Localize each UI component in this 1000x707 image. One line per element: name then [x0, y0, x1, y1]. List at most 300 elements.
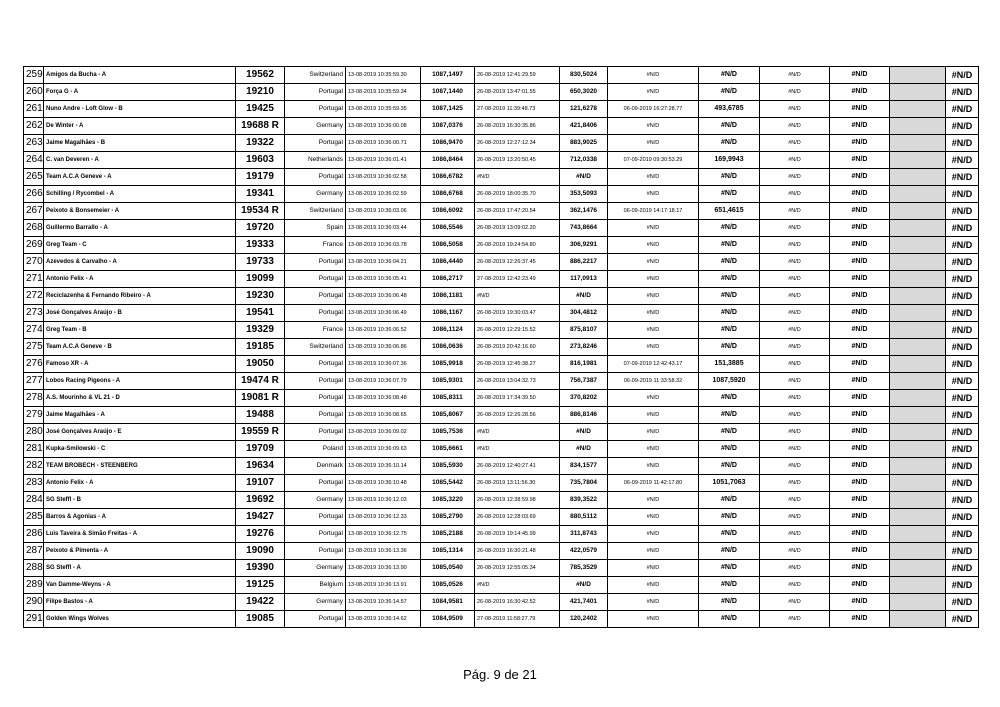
third-arrival-time-cell: #N/D: [760, 169, 830, 186]
velocity-cell: #N/D: [560, 441, 608, 458]
country-cell: France: [285, 322, 346, 339]
second-arrival-time-cell: #N/D: [608, 67, 699, 84]
velocity-cell: #N/D: [560, 288, 608, 305]
second-arrival-time-cell: #N/D: [608, 322, 699, 339]
shaded-cell: [890, 288, 946, 305]
ring-number-cell: 19125: [236, 577, 285, 594]
shaded-cell: [890, 560, 946, 577]
second-arrival-time-cell: 06-09-2019 16:27:28.77: [608, 101, 699, 118]
ring-number-cell: 19541: [236, 305, 285, 322]
ring-number-cell: 19210: [236, 84, 285, 101]
third-arrival-time-cell: #N/D: [760, 390, 830, 407]
country-cell: Portugal: [285, 305, 346, 322]
release-time-cell: 13-08-2019 10:36:03.06: [346, 203, 421, 220]
result-cell: #N/D: [946, 203, 979, 220]
ring-number-cell: 19488: [236, 407, 285, 424]
result-cell: #N/D: [946, 237, 979, 254]
team-name-cell: SG Steffl - A: [44, 560, 236, 577]
table-row: [24, 339, 979, 356]
third-velocity-cell: #N/D: [830, 271, 890, 288]
ring-number-cell: 19329: [236, 322, 285, 339]
second-velocity-cell: #N/D: [699, 254, 760, 271]
country-cell: Portugal: [285, 373, 346, 390]
shaded-cell: [890, 356, 946, 373]
arrival-time-cell: 27-08-2019 11:58:27.79: [475, 611, 560, 628]
ring-number-cell: 19322: [236, 135, 285, 152]
arrival-time-cell: 26-08-2019 19:14:45.99: [475, 526, 560, 543]
position-cell: 283: [24, 475, 44, 492]
velocity-cell: 839,3522: [560, 492, 608, 509]
ring-number-cell: 19081 R: [236, 390, 285, 407]
release-time-cell: 13-08-2019 10:36:01.41: [346, 152, 421, 169]
country-cell: Germany: [285, 560, 346, 577]
shaded-cell: [890, 424, 946, 441]
velocity-cell: 880,5112: [560, 509, 608, 526]
country-cell: Denmark: [285, 458, 346, 475]
arrival-time-cell: #N/D: [475, 577, 560, 594]
table-row: [24, 356, 979, 373]
arrival-time-cell: #N/D: [475, 424, 560, 441]
velocity-cell: 886,8146: [560, 407, 608, 424]
release-time-cell: 13-08-2019 10:36:05.41: [346, 271, 421, 288]
release-time-cell: 13-08-2019 10:36:03.44: [346, 220, 421, 237]
third-arrival-time-cell: #N/D: [760, 322, 830, 339]
second-arrival-time-cell: #N/D: [608, 118, 699, 135]
team-name-cell: Jaime Magalhães - B: [44, 135, 236, 152]
team-name-cell: Peixoto & Bonsemeier - A: [44, 203, 236, 220]
country-cell: Germany: [285, 594, 346, 611]
country-cell: Germany: [285, 186, 346, 203]
team-name-cell: Nuno Andre - Loft Glow - B: [44, 101, 236, 118]
arrival-time-cell: 26-08-2019 20:42:16.60: [475, 339, 560, 356]
result-cell: #N/D: [946, 475, 979, 492]
table-row: [24, 203, 979, 220]
release-time-cell: 13-08-2019 10:36:13.91: [346, 577, 421, 594]
second-velocity-cell: #N/D: [699, 441, 760, 458]
arrival-time-cell: 26-08-2019 13:47:01.55: [475, 84, 560, 101]
third-velocity-cell: #N/D: [830, 407, 890, 424]
release-time-cell: 13-08-2019 10:36:07.79: [346, 373, 421, 390]
shaded-cell: [890, 254, 946, 271]
third-velocity-cell: #N/D: [830, 543, 890, 560]
team-name-cell: Antonio Felix - A: [44, 475, 236, 492]
second-arrival-time-cell: #N/D: [608, 526, 699, 543]
release-time-cell: 13-08-2019 10:36:04.21: [346, 254, 421, 271]
result-cell: #N/D: [946, 84, 979, 101]
team-name-cell: Lobos Racing Pigeons - A: [44, 373, 236, 390]
speed-cell: 1084,9581: [421, 594, 475, 611]
third-arrival-time-cell: #N/D: [760, 577, 830, 594]
position-cell: 281: [24, 441, 44, 458]
third-velocity-cell: #N/D: [830, 492, 890, 509]
second-arrival-time-cell: #N/D: [608, 509, 699, 526]
shaded-cell: [890, 373, 946, 390]
arrival-time-cell: 26-08-2019 12:38:59.98: [475, 492, 560, 509]
result-cell: #N/D: [946, 611, 979, 628]
shaded-cell: [890, 458, 946, 475]
third-velocity-cell: #N/D: [830, 254, 890, 271]
velocity-cell: 306,9291: [560, 237, 608, 254]
position-cell: 259: [24, 67, 44, 84]
country-cell: Portugal: [285, 509, 346, 526]
position-cell: 273: [24, 305, 44, 322]
release-time-cell: 13-08-2019 10:36:03.78: [346, 237, 421, 254]
third-velocity-cell: #N/D: [830, 203, 890, 220]
second-velocity-cell: #N/D: [699, 322, 760, 339]
table-row: [24, 152, 979, 169]
velocity-cell: 712,0338: [560, 152, 608, 169]
country-cell: Poland: [285, 441, 346, 458]
second-velocity-cell: 169,9943: [699, 152, 760, 169]
shaded-cell: [890, 611, 946, 628]
second-velocity-cell: 151,3885: [699, 356, 760, 373]
third-arrival-time-cell: #N/D: [760, 356, 830, 373]
table-row: [24, 169, 979, 186]
table-row: [24, 67, 979, 84]
ring-number-cell: 19559 R: [236, 424, 285, 441]
speed-cell: 1085,1314: [421, 543, 475, 560]
team-name-cell: Schilling / Rycombel - A: [44, 186, 236, 203]
speed-cell: 1085,7536: [421, 424, 475, 441]
result-cell: #N/D: [946, 271, 979, 288]
second-velocity-cell: #N/D: [699, 458, 760, 475]
release-time-cell: 13-08-2019 10:36:07.36: [346, 356, 421, 373]
release-time-cell: 13-08-2019 10:36:06.86: [346, 339, 421, 356]
second-arrival-time-cell: #N/D: [608, 288, 699, 305]
result-cell: #N/D: [946, 492, 979, 509]
result-cell: #N/D: [946, 254, 979, 271]
table-row: [24, 220, 979, 237]
table-row: [24, 237, 979, 254]
table-row: [24, 509, 979, 526]
result-cell: #N/D: [946, 288, 979, 305]
result-cell: #N/D: [946, 118, 979, 135]
team-name-cell: Guillermo Barrallo - A: [44, 220, 236, 237]
arrival-time-cell: 26-08-2019 17:47:20.54: [475, 203, 560, 220]
ring-number-cell: 19425: [236, 101, 285, 118]
third-velocity-cell: #N/D: [830, 305, 890, 322]
country-cell: Spain: [285, 220, 346, 237]
second-arrival-time-cell: #N/D: [608, 611, 699, 628]
position-cell: 269: [24, 237, 44, 254]
arrival-time-cell: 26-08-2019 12:45:38.27: [475, 356, 560, 373]
result-cell: #N/D: [946, 67, 979, 84]
velocity-cell: 816,1981: [560, 356, 608, 373]
table-row: [24, 577, 979, 594]
second-arrival-time-cell: #N/D: [608, 135, 699, 152]
third-arrival-time-cell: #N/D: [760, 407, 830, 424]
third-arrival-time-cell: #N/D: [760, 101, 830, 118]
speed-cell: 1086,9470: [421, 135, 475, 152]
position-cell: 282: [24, 458, 44, 475]
velocity-cell: 834,1577: [560, 458, 608, 475]
speed-cell: 1087,0376: [421, 118, 475, 135]
third-arrival-time-cell: #N/D: [760, 594, 830, 611]
third-arrival-time-cell: #N/D: [760, 560, 830, 577]
team-name-cell: Kupka-Smilowski - C: [44, 441, 236, 458]
arrival-time-cell: 26-08-2019 19:30:03.47: [475, 305, 560, 322]
third-velocity-cell: #N/D: [830, 101, 890, 118]
ring-number-cell: 19422: [236, 594, 285, 611]
arrival-time-cell: 26-08-2019 12:40:27.41: [475, 458, 560, 475]
third-velocity-cell: #N/D: [830, 152, 890, 169]
result-cell: #N/D: [946, 577, 979, 594]
arrival-time-cell: 26-08-2019 13:11:56.30: [475, 475, 560, 492]
position-cell: 290: [24, 594, 44, 611]
shaded-cell: [890, 169, 946, 186]
release-time-cell: 13-08-2019 10:36:06.49: [346, 305, 421, 322]
third-velocity-cell: #N/D: [830, 322, 890, 339]
country-cell: Portugal: [285, 526, 346, 543]
velocity-cell: 273,8246: [560, 339, 608, 356]
shaded-cell: [890, 186, 946, 203]
arrival-time-cell: 26-08-2019 16:30:42.52: [475, 594, 560, 611]
third-velocity-cell: #N/D: [830, 458, 890, 475]
speed-cell: 1085,8067: [421, 407, 475, 424]
third-velocity-cell: #N/D: [830, 135, 890, 152]
speed-cell: 1086,4440: [421, 254, 475, 271]
second-velocity-cell: #N/D: [699, 577, 760, 594]
table-row: [24, 475, 979, 492]
velocity-cell: 650,3020: [560, 84, 608, 101]
release-time-cell: 13-08-2019 10:36:08.65: [346, 407, 421, 424]
third-velocity-cell: #N/D: [830, 577, 890, 594]
team-name-cell: Luis Taveira & Simão Freitas - A: [44, 526, 236, 543]
second-arrival-time-cell: #N/D: [608, 424, 699, 441]
speed-cell: 1085,9301: [421, 373, 475, 390]
shaded-cell: [890, 135, 946, 152]
result-cell: #N/D: [946, 356, 979, 373]
velocity-cell: 362,1476: [560, 203, 608, 220]
second-velocity-cell: 1051,7063: [699, 475, 760, 492]
velocity-cell: 421,8406: [560, 118, 608, 135]
arrival-time-cell: 26-08-2019 12:28:03.69: [475, 509, 560, 526]
country-cell: Portugal: [285, 101, 346, 118]
ring-number-cell: 19050: [236, 356, 285, 373]
team-name-cell: Barros & Agonias - A: [44, 509, 236, 526]
speed-cell: 1086,0636: [421, 339, 475, 356]
country-cell: Portugal: [285, 84, 346, 101]
shaded-cell: [890, 220, 946, 237]
velocity-cell: 422,0579: [560, 543, 608, 560]
arrival-time-cell: 26-08-2019 13:09:02.20: [475, 220, 560, 237]
release-time-cell: 13-08-2019 10:36:14.57: [346, 594, 421, 611]
release-time-cell: 13-08-2019 10:36:06.52: [346, 322, 421, 339]
speed-cell: 1086,6782: [421, 169, 475, 186]
speed-cell: 1086,1181: [421, 288, 475, 305]
table-row: [24, 186, 979, 203]
third-velocity-cell: #N/D: [830, 611, 890, 628]
position-cell: 261: [24, 101, 44, 118]
ring-number-cell: 19341: [236, 186, 285, 203]
third-velocity-cell: #N/D: [830, 220, 890, 237]
arrival-time-cell: 26-08-2019 12:55:05.34: [475, 560, 560, 577]
second-velocity-cell: #N/D: [699, 84, 760, 101]
country-cell: France: [285, 237, 346, 254]
release-time-cell: 13-08-2019 10:36:02.59: [346, 186, 421, 203]
country-cell: Portugal: [285, 271, 346, 288]
third-arrival-time-cell: #N/D: [760, 288, 830, 305]
position-cell: 272: [24, 288, 44, 305]
results-table: [23, 66, 979, 628]
third-velocity-cell: #N/D: [830, 169, 890, 186]
speed-cell: 1085,0540: [421, 560, 475, 577]
speed-cell: 1086,1124: [421, 322, 475, 339]
result-cell: #N/D: [946, 390, 979, 407]
shaded-cell: [890, 543, 946, 560]
second-velocity-cell: #N/D: [699, 526, 760, 543]
ring-number-cell: 19603: [236, 152, 285, 169]
third-velocity-cell: #N/D: [830, 186, 890, 203]
second-arrival-time-cell: #N/D: [608, 305, 699, 322]
second-arrival-time-cell: #N/D: [608, 390, 699, 407]
second-velocity-cell: #N/D: [699, 611, 760, 628]
shaded-cell: [890, 203, 946, 220]
third-arrival-time-cell: #N/D: [760, 220, 830, 237]
speed-cell: 1086,5546: [421, 220, 475, 237]
second-arrival-time-cell: #N/D: [608, 186, 699, 203]
shaded-cell: [890, 101, 946, 118]
team-name-cell: Greg Team - B: [44, 322, 236, 339]
arrival-time-cell: #N/D: [475, 169, 560, 186]
country-cell: Belgium: [285, 577, 346, 594]
result-cell: #N/D: [946, 458, 979, 475]
position-cell: 280: [24, 424, 44, 441]
position-cell: 260: [24, 84, 44, 101]
release-time-cell: 13-08-2019 10:36:06.48: [346, 288, 421, 305]
position-cell: 277: [24, 373, 44, 390]
arrival-time-cell: 26-08-2019 16:30:35.86: [475, 118, 560, 135]
second-velocity-cell: #N/D: [699, 424, 760, 441]
third-velocity-cell: #N/D: [830, 356, 890, 373]
shaded-cell: [890, 441, 946, 458]
country-cell: Portugal: [285, 169, 346, 186]
velocity-cell: 120,2402: [560, 611, 608, 628]
table-row: [24, 560, 979, 577]
third-velocity-cell: #N/D: [830, 441, 890, 458]
result-cell: #N/D: [946, 220, 979, 237]
arrival-time-cell: 26-08-2019 16:30:21.48: [475, 543, 560, 560]
result-cell: #N/D: [946, 543, 979, 560]
third-arrival-time-cell: #N/D: [760, 373, 830, 390]
velocity-cell: 304,4812: [560, 305, 608, 322]
speed-cell: 1085,2188: [421, 526, 475, 543]
second-velocity-cell: #N/D: [699, 118, 760, 135]
speed-cell: 1086,8464: [421, 152, 475, 169]
team-name-cell: Amigos da Bucha - A: [44, 67, 236, 84]
result-cell: #N/D: [946, 526, 979, 543]
shaded-cell: [890, 305, 946, 322]
result-cell: #N/D: [946, 560, 979, 577]
second-arrival-time-cell: 07-09-2019 09:30:53.29: [608, 152, 699, 169]
velocity-cell: 886,2217: [560, 254, 608, 271]
table-row: [24, 84, 979, 101]
speed-cell: 1085,3220: [421, 492, 475, 509]
second-arrival-time-cell: #N/D: [608, 441, 699, 458]
velocity-cell: 117,0913: [560, 271, 608, 288]
release-time-cell: 13-08-2019 10:36:00.08: [346, 118, 421, 135]
velocity-cell: 121,6278: [560, 101, 608, 118]
result-cell: #N/D: [946, 407, 979, 424]
shaded-cell: [890, 237, 946, 254]
table-row: [24, 373, 979, 390]
position-cell: 284: [24, 492, 44, 509]
position-cell: 287: [24, 543, 44, 560]
ring-number-cell: 19085: [236, 611, 285, 628]
country-cell: Portugal: [285, 135, 346, 152]
velocity-cell: #N/D: [560, 577, 608, 594]
result-cell: #N/D: [946, 322, 979, 339]
position-cell: 266: [24, 186, 44, 203]
country-cell: Portugal: [285, 288, 346, 305]
release-time-cell: 13-08-2019 10:36:02.58: [346, 169, 421, 186]
arrival-time-cell: 26-08-2019 12:26:28.56: [475, 407, 560, 424]
team-name-cell: Greg Team - C: [44, 237, 236, 254]
shaded-cell: [890, 475, 946, 492]
country-cell: Portugal: [285, 543, 346, 560]
second-velocity-cell: #N/D: [699, 543, 760, 560]
release-time-cell: 13-08-2019 10:36:14.62: [346, 611, 421, 628]
third-arrival-time-cell: #N/D: [760, 424, 830, 441]
release-time-cell: 13-08-2019 10:36:12.75: [346, 526, 421, 543]
second-arrival-time-cell: #N/D: [608, 543, 699, 560]
second-velocity-cell: #N/D: [699, 560, 760, 577]
result-cell: #N/D: [946, 373, 979, 390]
arrival-time-cell: 26-08-2019 12:26:37.45: [475, 254, 560, 271]
country-cell: Portugal: [285, 611, 346, 628]
table-row: [24, 526, 979, 543]
speed-cell: 1087,1497: [421, 67, 475, 84]
third-velocity-cell: #N/D: [830, 237, 890, 254]
speed-cell: 1086,1167: [421, 305, 475, 322]
speed-cell: 1086,2717: [421, 271, 475, 288]
ring-number-cell: 19688 R: [236, 118, 285, 135]
ring-number-cell: 19099: [236, 271, 285, 288]
third-velocity-cell: #N/D: [830, 339, 890, 356]
second-velocity-cell: #N/D: [699, 271, 760, 288]
third-arrival-time-cell: #N/D: [760, 441, 830, 458]
velocity-cell: 743,8664: [560, 220, 608, 237]
shaded-cell: [890, 271, 946, 288]
second-velocity-cell: #N/D: [699, 186, 760, 203]
position-cell: 278: [24, 390, 44, 407]
country-cell: Portugal: [285, 390, 346, 407]
third-velocity-cell: #N/D: [830, 67, 890, 84]
second-arrival-time-cell: 06-09-2019 11:42:17.80: [608, 475, 699, 492]
release-time-cell: 13-08-2019 10:36:09.02: [346, 424, 421, 441]
shaded-cell: [890, 390, 946, 407]
country-cell: Portugal: [285, 424, 346, 441]
shaded-cell: [890, 322, 946, 339]
third-arrival-time-cell: #N/D: [760, 186, 830, 203]
second-arrival-time-cell: #N/D: [608, 220, 699, 237]
ring-number-cell: 19562: [236, 67, 285, 84]
table-row: [24, 254, 979, 271]
second-velocity-cell: #N/D: [699, 407, 760, 424]
release-time-cell: 13-08-2019 10:36:13.36: [346, 543, 421, 560]
arrival-time-cell: #N/D: [475, 441, 560, 458]
second-velocity-cell: #N/D: [699, 305, 760, 322]
release-time-cell: 13-08-2019 10:35:59.34: [346, 84, 421, 101]
release-time-cell: 13-08-2019 10:36:10.48: [346, 475, 421, 492]
arrival-time-cell: 27-08-2019 12:42:23.49: [475, 271, 560, 288]
ring-number-cell: 19427: [236, 509, 285, 526]
ring-number-cell: 19634: [236, 458, 285, 475]
second-arrival-time-cell: #N/D: [608, 458, 699, 475]
arrival-time-cell: 26-08-2019 13:20:50.45: [475, 152, 560, 169]
speed-cell: 1086,6768: [421, 186, 475, 203]
table-row: [24, 458, 979, 475]
